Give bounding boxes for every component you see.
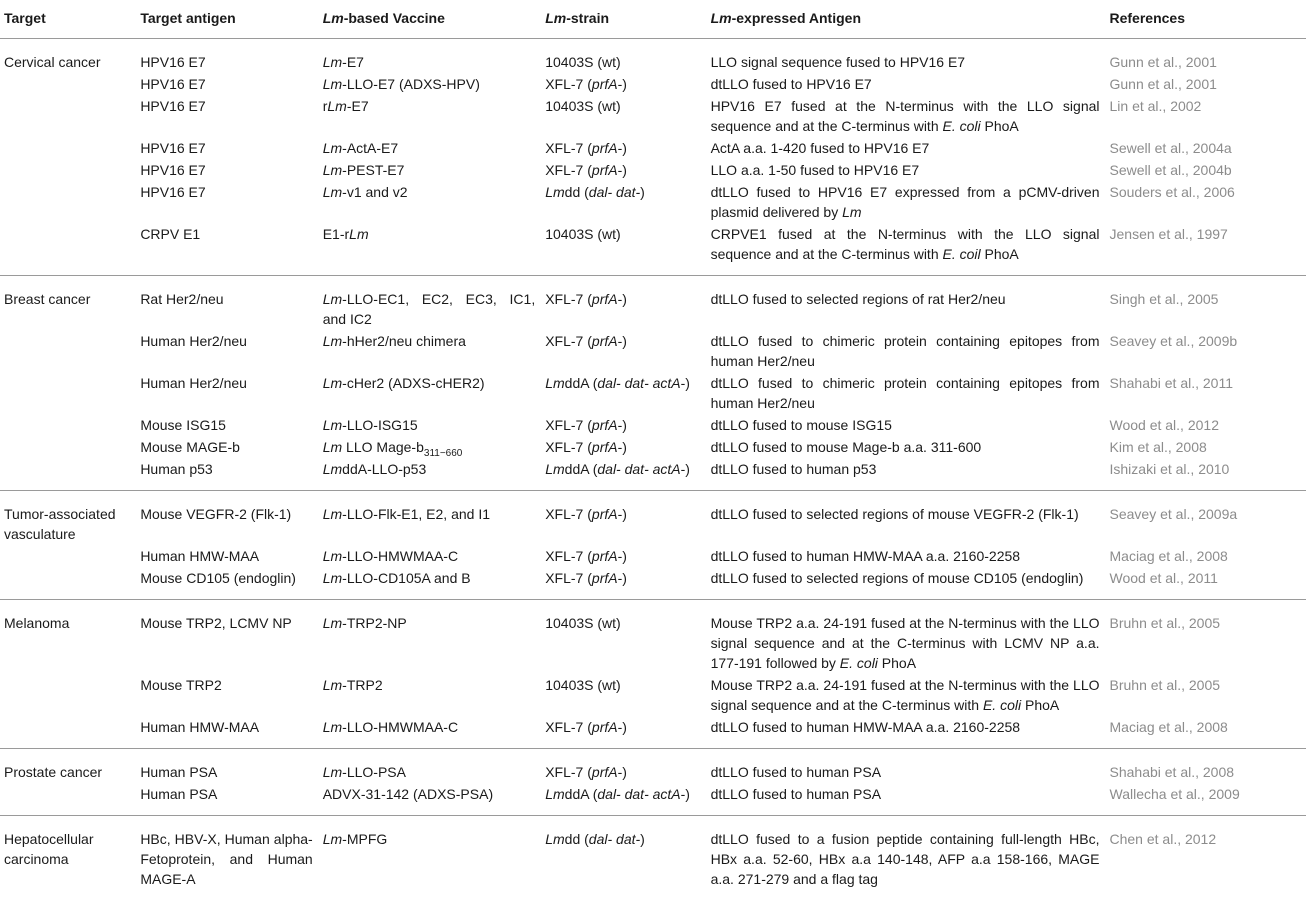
cell-strain: XFL-7 (prfA-) bbox=[545, 417, 627, 433]
table-row bbox=[0, 457, 1306, 491]
cell-target-antigen: Human HMW-MAA bbox=[140, 719, 260, 735]
cell-vaccine: Lm-LLO-ISG15 bbox=[322, 417, 418, 433]
cell-strain: XFL-7 (prfA-) bbox=[545, 140, 627, 156]
cell-expressed-antigen: dtLLO fused to selected regions of mouse VEGFR-2 (Flk-1) bbox=[710, 506, 1079, 522]
cell-vaccine: Lm-cHer2 (ADXS-cHER2) bbox=[322, 375, 485, 391]
cell-target-antigen: Human HMW-MAA bbox=[140, 548, 260, 564]
cell-reference: Sewell et al., 2004b bbox=[1109, 162, 1232, 178]
cell-target bbox=[0, 457, 136, 491]
cell-vaccine: E1-rLm bbox=[322, 226, 369, 242]
cell-strain: 10403S (wt) bbox=[545, 98, 621, 114]
cell-strain: LmddA (dal- dat- actA-) bbox=[545, 375, 690, 391]
cell-expressed-antigen: dtLLO fused to HPV16 E7 bbox=[710, 76, 872, 92]
cell-reference: Wood et al., 2012 bbox=[1109, 417, 1219, 433]
header-references: References bbox=[1106, 0, 1306, 39]
cell-target-antigen: Human p53 bbox=[140, 461, 213, 477]
cell-target bbox=[0, 673, 136, 715]
table-row bbox=[0, 39, 1306, 73]
cell-target bbox=[0, 566, 136, 600]
cell-target-antigen: Mouse CD105 (endoglin) bbox=[140, 570, 296, 586]
table-row bbox=[0, 329, 1306, 371]
cell-vaccine: Lm-hHer2/neu chimera bbox=[322, 333, 466, 349]
cell-target-antigen: HPV16 E7 bbox=[140, 184, 206, 200]
table-body bbox=[0, 39, 1306, 890]
cell-target bbox=[0, 715, 136, 749]
cell-expressed-antigen: dtLLO fused to selected regions of rat Her2/neu bbox=[710, 291, 1006, 307]
cell-vaccine: Lm-LLO-EC1, EC2, EC3, IC1, and IC2 bbox=[322, 291, 536, 327]
cell-target bbox=[0, 136, 136, 158]
cell-reference: Bruhn et al., 2005 bbox=[1109, 677, 1221, 693]
table-row bbox=[0, 158, 1306, 180]
cell-reference: Gunn et al., 2001 bbox=[1109, 54, 1217, 70]
table-row bbox=[0, 72, 1306, 94]
cell-vaccine: Lm-LLO-Flk-E1, E2, and I1 bbox=[322, 506, 491, 522]
cell-target bbox=[0, 782, 136, 816]
cell-vaccine: Lm-LLO-E7 (ADXS-HPV) bbox=[322, 76, 480, 92]
cell-reference: Seavey et al., 2009b bbox=[1109, 333, 1238, 349]
cell-strain: XFL-7 (prfA-) bbox=[545, 506, 627, 522]
cell-expressed-antigen: dtLLO fused to selected regions of mouse CD105 (endoglin) bbox=[710, 570, 1084, 586]
cell-target bbox=[0, 413, 136, 435]
cell-strain: XFL-7 (prfA-) bbox=[545, 162, 627, 178]
cell-target: Tumor-associated vasculature bbox=[4, 506, 116, 542]
cell-expressed-antigen: dtLLO fused to a fusion peptide containing full-length HBc, HBx a.a. 52-60, HBx a.a 140-148, AFP a.a 158-166, MAGE a.a. 271-279 and a flag tag bbox=[710, 831, 1100, 887]
cell-strain: LmddA (dal- dat- actA-) bbox=[545, 461, 690, 477]
cell-target-antigen: Human Her2/neu bbox=[140, 375, 247, 391]
cell-reference: Jensen et al., 1997 bbox=[1109, 226, 1228, 242]
cell-strain: LmddA (dal- dat- actA-) bbox=[545, 786, 690, 802]
cell-target-antigen: Human PSA bbox=[140, 764, 218, 780]
cell-reference: Kim et al., 2008 bbox=[1109, 439, 1207, 455]
cell-expressed-antigen: dtLLO fused to human PSA bbox=[710, 764, 882, 780]
cell-vaccine: Lm-ActA-E7 bbox=[322, 140, 399, 156]
cell-target: Prostate cancer bbox=[4, 764, 103, 780]
cell-strain: XFL-7 (prfA-) bbox=[545, 291, 627, 307]
cell-target-antigen: Mouse ISG15 bbox=[140, 417, 226, 433]
table-row bbox=[0, 816, 1306, 890]
cell-target: Hepatocellular carcinoma bbox=[4, 831, 94, 867]
cell-target bbox=[0, 544, 136, 566]
cell-target-antigen: HPV16 E7 bbox=[140, 54, 206, 70]
header-row bbox=[0, 0, 1306, 39]
cell-target-antigen: Mouse VEGFR-2 (Flk-1) bbox=[140, 506, 292, 522]
cell-reference: Singh et al., 2005 bbox=[1109, 291, 1219, 307]
cell-reference: Maciag et al., 2008 bbox=[1109, 548, 1228, 564]
cell-expressed-antigen: dtLLO fused to mouse ISG15 bbox=[710, 417, 892, 433]
cell-reference: Souders et al., 2006 bbox=[1109, 184, 1235, 200]
cell-expressed-antigen: dtLLO fused to mouse Mage-b a.a. 311-600 bbox=[710, 439, 982, 455]
cell-vaccine: Lm-LLO-CD105A and B bbox=[322, 570, 471, 586]
table-row bbox=[0, 749, 1306, 783]
cell-reference: Wood et al., 2011 bbox=[1109, 570, 1218, 586]
table-row bbox=[0, 276, 1306, 330]
cell-strain: Lmdd (dal- dat-) bbox=[545, 184, 645, 200]
cell-target-antigen: CRPV E1 bbox=[140, 226, 201, 242]
cell-strain: XFL-7 (prfA-) bbox=[545, 439, 627, 455]
cell-vaccine: Lm-LLO-PSA bbox=[322, 764, 406, 780]
cell-target bbox=[0, 371, 136, 413]
cell-reference: Seavey et al., 2009a bbox=[1109, 506, 1238, 522]
cell-strain: XFL-7 (prfA-) bbox=[545, 76, 627, 92]
cell-target: Cervical cancer bbox=[4, 54, 101, 70]
cell-target-antigen: Human PSA bbox=[140, 786, 218, 802]
cell-vaccine: ADVX-31-142 (ADXS-PSA) bbox=[322, 786, 494, 802]
cell-target-antigen: Human Her2/neu bbox=[140, 333, 247, 349]
cell-target bbox=[0, 94, 136, 136]
cell-reference: Sewell et al., 2004a bbox=[1109, 140, 1232, 156]
cell-vaccine: Lm-TRP2-NP bbox=[322, 615, 407, 631]
cell-expressed-antigen: dtLLO fused to human PSA bbox=[710, 786, 882, 802]
cell-expressed-antigen: dtLLO fused to chimeric protein containing epitopes from human Her2/neu bbox=[710, 333, 1100, 369]
cell-reference: Bruhn et al., 2005 bbox=[1109, 615, 1221, 631]
cell-expressed-antigen: dtLLO fused to human p53 bbox=[710, 461, 877, 477]
cell-vaccine: Lm-LLO-HMWMAA-C bbox=[322, 719, 459, 735]
cell-expressed-antigen: Mouse TRP2 a.a. 24-191 fused at the N-terminus with the LLO signal sequence and at the C-terminus with E. coli PhoA bbox=[710, 677, 1100, 713]
cell-reference: Lin et al., 2002 bbox=[1109, 98, 1202, 114]
cell-vaccine: LmddA-LLO-p53 bbox=[322, 461, 427, 477]
cell-expressed-antigen: ActA a.a. 1-420 fused to HPV16 E7 bbox=[710, 140, 930, 156]
cell-vaccine: Lm-PEST-E7 bbox=[322, 162, 405, 178]
cell-target bbox=[0, 72, 136, 94]
cell-target-antigen: HPV16 E7 bbox=[140, 140, 206, 156]
cell-vaccine: Lm-LLO-HMWMAA-C bbox=[322, 548, 459, 564]
cell-target-antigen: HBc, HBV-X, Human alpha-Fetoprotein, and Human MAGE-A bbox=[140, 831, 313, 887]
cell-reference: Ishizaki et al., 2010 bbox=[1109, 461, 1230, 477]
table-row bbox=[0, 673, 1306, 715]
cell-target: Breast cancer bbox=[4, 291, 91, 307]
cell-target bbox=[0, 329, 136, 371]
cell-strain: 10403S (wt) bbox=[545, 615, 621, 631]
cell-expressed-antigen: dtLLO fused to human HMW-MAA a.a. 2160-2258 bbox=[710, 548, 1021, 564]
cell-target bbox=[0, 435, 136, 457]
cell-reference: Maciag et al., 2008 bbox=[1109, 719, 1228, 735]
cell-reference: Chen et al., 2012 bbox=[1109, 831, 1217, 847]
table-row bbox=[0, 180, 1306, 222]
table-row bbox=[0, 94, 1306, 136]
cell-vaccine: rLm-E7 bbox=[322, 98, 369, 114]
cell-expressed-antigen: CRPVE1 fused at the N-terminus with the LLO signal sequence and at the C-terminus with E. coil PhoA bbox=[710, 226, 1100, 262]
header-strain: Lm-strain bbox=[541, 0, 706, 39]
table-row bbox=[0, 491, 1306, 545]
cell-strain: 10403S (wt) bbox=[545, 677, 621, 693]
header-target: Target bbox=[0, 0, 136, 39]
cell-vaccine: Lm-E7 bbox=[322, 54, 364, 70]
cell-reference: Gunn et al., 2001 bbox=[1109, 76, 1217, 92]
table-row bbox=[0, 600, 1306, 674]
table-row bbox=[0, 435, 1306, 457]
header-expressed-antigen: Lm-expressed Antigen bbox=[707, 0, 1106, 39]
cell-expressed-antigen: dtLLO fused to human HMW-MAA a.a. 2160-2258 bbox=[710, 719, 1021, 735]
table-row bbox=[0, 544, 1306, 566]
cell-expressed-antigen: LLO signal sequence fused to HPV16 E7 bbox=[710, 54, 966, 70]
cell-vaccine: Lm-v1 and v2 bbox=[322, 184, 408, 200]
cell-expressed-antigen: dtLLO fused to HPV16 E7 expressed from a pCMV-driven plasmid delivered by Lm bbox=[710, 184, 1100, 220]
table-header bbox=[0, 0, 1306, 39]
cell-target-antigen: Mouse MAGE-b bbox=[140, 439, 240, 455]
cell-target-antigen: Rat Her2/neu bbox=[140, 291, 224, 307]
cell-target bbox=[0, 158, 136, 180]
cell-target bbox=[0, 222, 136, 276]
cell-reference: Wallecha et al., 2009 bbox=[1109, 786, 1240, 802]
cell-strain: 10403S (wt) bbox=[545, 226, 621, 242]
header-target-antigen: Target antigen bbox=[136, 0, 318, 39]
cell-vaccine: Lm-TRP2 bbox=[322, 677, 383, 693]
cell-expressed-antigen: LLO a.a. 1-50 fused to HPV16 E7 bbox=[710, 162, 920, 178]
table-row bbox=[0, 566, 1306, 600]
cell-target: Melanoma bbox=[4, 615, 70, 631]
cell-strain: XFL-7 (prfA-) bbox=[545, 333, 627, 349]
cell-strain: XFL-7 (prfA-) bbox=[545, 570, 627, 586]
cell-target bbox=[0, 180, 136, 222]
table-row bbox=[0, 136, 1306, 158]
header-vaccine: Lm-based Vaccine bbox=[319, 0, 542, 39]
cell-target-antigen: Mouse TRP2 bbox=[140, 677, 222, 693]
table-row bbox=[0, 782, 1306, 816]
cell-expressed-antigen: dtLLO fused to chimeric protein containing epitopes from human Her2/neu bbox=[710, 375, 1100, 411]
cell-reference: Shahabi et al., 2011 bbox=[1109, 375, 1234, 391]
table-row bbox=[0, 413, 1306, 435]
cell-strain: XFL-7 (prfA-) bbox=[545, 764, 627, 780]
table-row bbox=[0, 222, 1306, 276]
cell-strain: 10403S (wt) bbox=[545, 54, 621, 70]
cell-target-antigen: HPV16 E7 bbox=[140, 162, 206, 178]
cell-expressed-antigen: Mouse TRP2 a.a. 24-191 fused at the N-terminus with the LLO signal sequence and at the C-terminus with LCMV NP a.a. 177-191 followed by E. coli PhoA bbox=[710, 615, 1100, 671]
cell-vaccine: Lm-MPFG bbox=[322, 831, 388, 847]
cell-strain: Lmdd (dal- dat-) bbox=[545, 831, 645, 847]
cell-target-antigen: HPV16 E7 bbox=[140, 76, 206, 92]
table-row bbox=[0, 715, 1306, 749]
cell-target-antigen: HPV16 E7 bbox=[140, 98, 206, 114]
cell-expressed-antigen: HPV16 E7 fused at the N-terminus with the LLO signal sequence and at the C-terminus with E. coli PhoA bbox=[710, 98, 1100, 134]
cell-reference: Shahabi et al., 2008 bbox=[1109, 764, 1235, 780]
cell-vaccine: Lm LLO Mage-$b_{311-660}$ bbox=[322, 439, 463, 459]
cell-strain: XFL-7 (prfA-) bbox=[545, 719, 627, 735]
table-row bbox=[0, 371, 1306, 413]
cell-strain: XFL-7 (prfA-) bbox=[545, 548, 627, 564]
cell-target-antigen: Mouse TRP2, LCMV NP bbox=[140, 615, 292, 631]
